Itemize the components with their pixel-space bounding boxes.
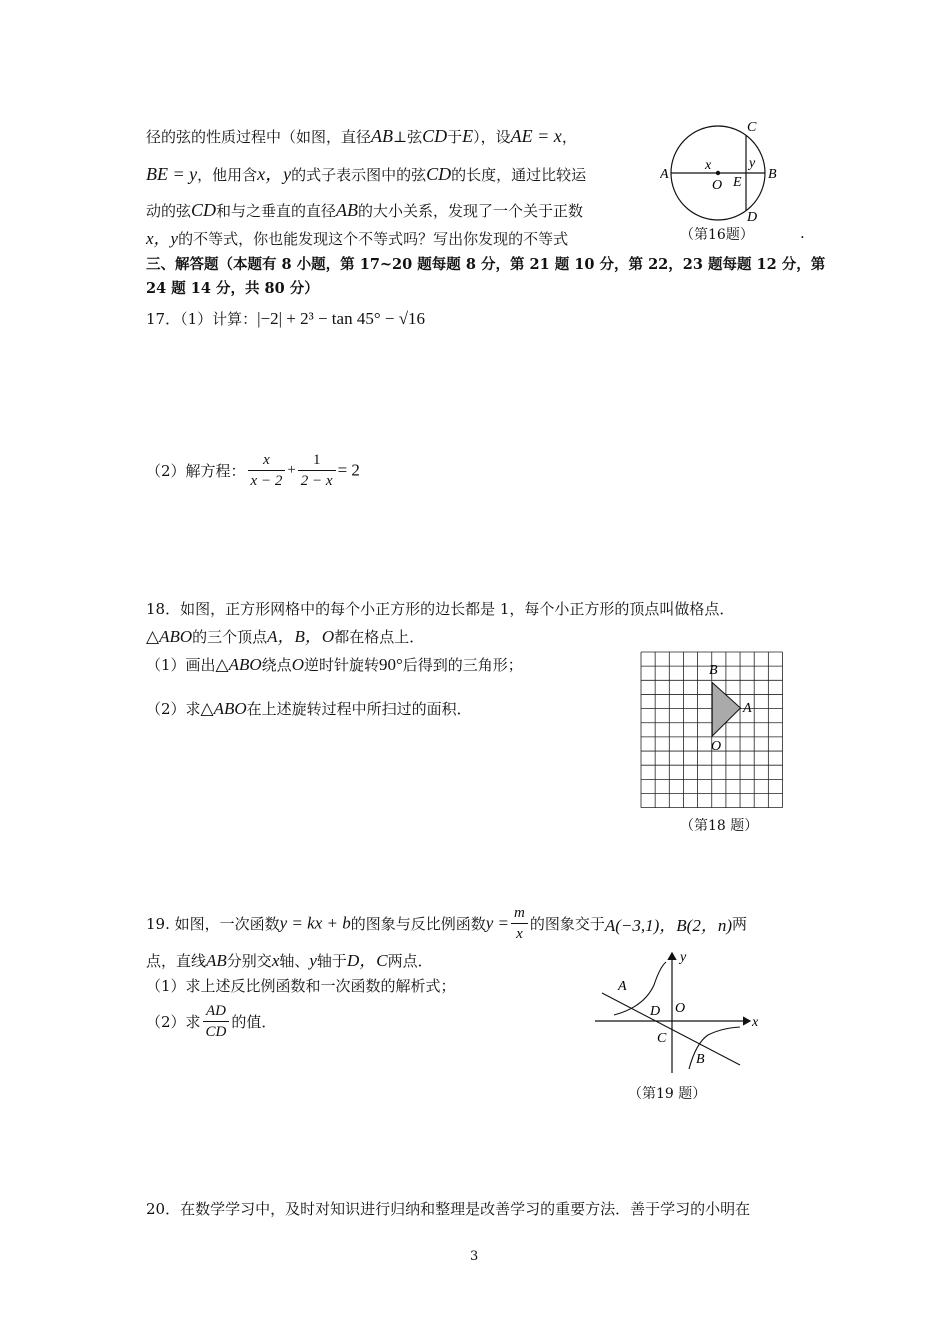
label-y: y: [680, 950, 687, 965]
label-e: E: [733, 175, 742, 190]
q19-line1: 19. 如图，一次函数y = kx + b的图象与反比例函数y = $\frac{m}{x}$ 的图象交于A(−3,1)，B(2，n)两: [146, 905, 748, 942]
label-a: A: [743, 701, 752, 716]
label-a: A: [660, 167, 669, 182]
q16-line2: BE = y，他用含x，y的式子表示图中的弦CD的长度，通过比较运: [146, 164, 587, 184]
q17-line1: 17．（1）计算：|−2| + 2³ − tan 45° − √16: [146, 309, 426, 328]
q17-fraction-1: $\frac{x}{x - 2}$: [248, 450, 286, 491]
q19-part1: （1）求上述反比例函数和一次函数的解析式；: [146, 977, 456, 995]
q18-line2: △ABO的三个顶点A，B，O都在格点上．: [146, 627, 425, 646]
q18-part1: （1）画出△ABO绕点O逆时针旋转90°后得到的三角形；: [146, 655, 523, 674]
label-b: B: [696, 1052, 705, 1067]
triangle-abo: [712, 683, 740, 737]
q19-part2: （2）求 $\frac{AD}{CD}$ 的值．: [146, 1003, 277, 1040]
q19-caption: （第19 题）: [628, 1086, 707, 1102]
section3-heading-line1: 三、解答题（本题有 8 小题，第 17~20 题每题 8 分，第 21 题 10 分，第 22，23 题每题 12 分，第: [146, 256, 826, 273]
label-c: C: [747, 120, 757, 135]
label-o: O: [711, 739, 722, 754]
label-b: B: [709, 663, 718, 678]
label-o: O: [675, 1001, 686, 1016]
q19-graph-figure: [592, 945, 767, 1075]
q16-line4: x，y的不等式，你也能发现这个不等式吗？写出你发现的不等式: [146, 229, 569, 248]
section3-heading-line2: 24 题 14 分，共 80 分）: [146, 280, 319, 297]
q16-caption: （第16题）: [680, 227, 754, 243]
label-x: x: [752, 1015, 759, 1030]
q18-caption: （第18 题）: [680, 818, 759, 834]
label-d: D: [747, 210, 758, 225]
label-x: x: [705, 158, 712, 173]
center-dot: [716, 171, 720, 175]
q17-expression: |−2| + 2³ − tan 45° − √16: [257, 309, 426, 328]
label-c: C: [657, 1031, 667, 1046]
q18-grid-figure: [639, 650, 787, 812]
label-b: B: [768, 167, 777, 182]
q18-line1: 18．如图，正方形网格中的每个小正方形的边长都是 1，每个小正方形的顶点叫做格点．: [146, 600, 735, 618]
label-y: y: [749, 156, 756, 171]
q19-fraction-ad-cd: $\frac{AD}{CD}$: [203, 1001, 230, 1042]
q19-fraction-m-x: $\frac{m}{x}$: [511, 903, 528, 944]
q16-circle-figure: [660, 115, 785, 225]
q16-line3: 动的弦CD和与之垂直的直径AB的大小关系，发现了一个关于正数: [146, 200, 584, 220]
label-o: O: [712, 178, 723, 193]
q18-part2: （2）求△ABO在上述旋转过程中所扫过的面积．: [146, 699, 472, 718]
label-a: A: [618, 979, 627, 994]
q20-line1: 20．在数学学习中，及时对知识进行归纳和整理是改善学习的重要方法．善于学习的小明在: [146, 1200, 751, 1218]
line-ab: [602, 993, 740, 1065]
q17-fraction-2: $\frac{1}{2 - x}$: [298, 450, 336, 491]
q17-part2: （2）解方程： $\frac{x}{x - 2}$ + $\frac{1}{2 - x}$ = 2: [146, 452, 360, 489]
q19-line2: 点，直线AB分别交x轴、y轴于D，C两点．: [146, 951, 433, 970]
page-number: 3: [470, 1249, 479, 1264]
q16-line1: 径的弦的性质过程中（如图，直径AB⊥弦CD于E），设AE = x，: [146, 126, 577, 146]
label-d: D: [650, 1004, 661, 1019]
q16-period: .: [800, 224, 805, 242]
